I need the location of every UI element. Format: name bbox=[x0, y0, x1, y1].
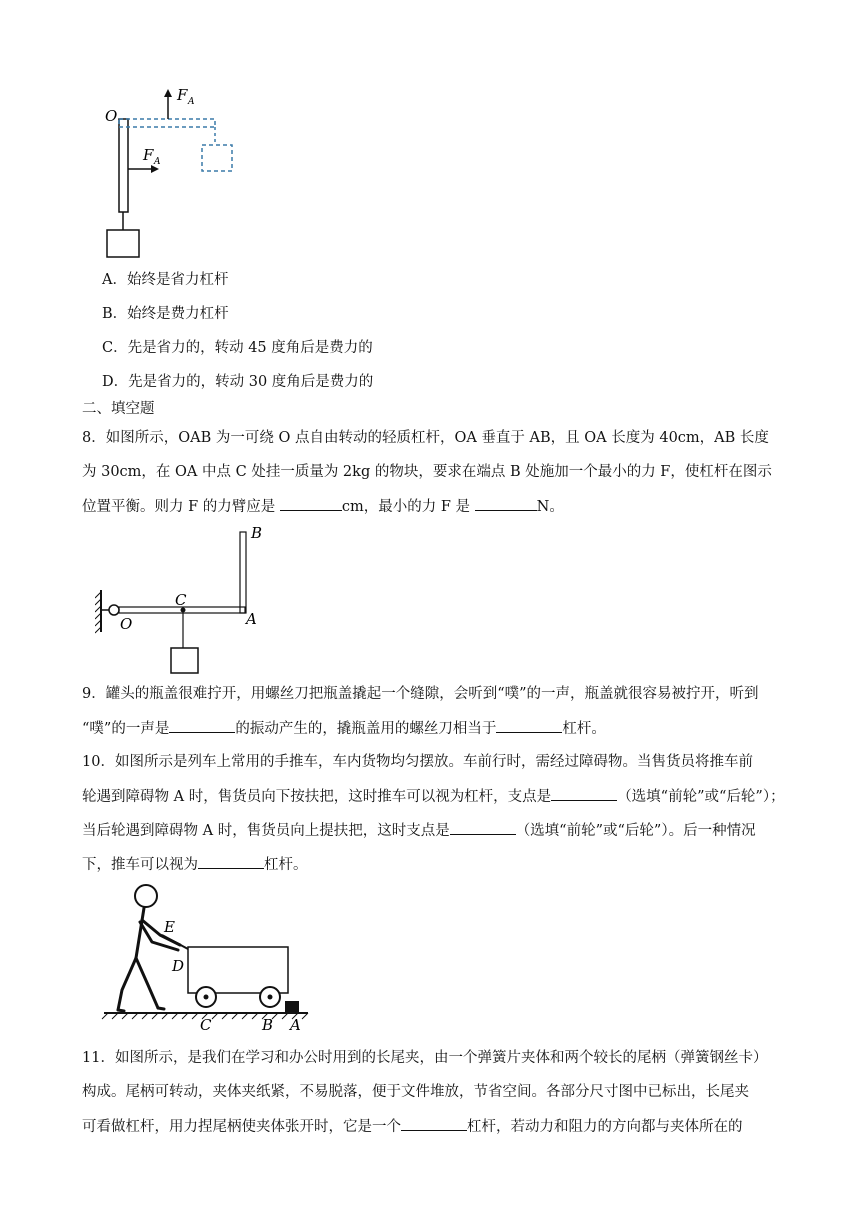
section-title: 二、填空题 bbox=[82, 401, 155, 417]
q9-line-2 bbox=[82, 718, 606, 739]
rod-AB bbox=[240, 532, 246, 613]
rotated-rod-dashed bbox=[119, 119, 215, 127]
vertical-rod bbox=[119, 119, 128, 212]
point-O-label: O bbox=[105, 107, 118, 125]
rear-wheel-hub bbox=[204, 995, 209, 1000]
hanging-block-2 bbox=[171, 648, 198, 673]
q9-text-a: “噗”的一声是 bbox=[82, 721, 170, 737]
q10-blank-fulcrum-2[interactable] bbox=[450, 820, 516, 835]
q10-blank-fulcrum-1[interactable] bbox=[551, 786, 617, 801]
q11-text-a: 可看做杠杆，用力捏尾柄使夹体张开时，它是一个 bbox=[82, 1119, 401, 1135]
q10-blank-lever-type[interactable] bbox=[198, 854, 264, 869]
q9-blank-lever[interactable] bbox=[496, 718, 562, 733]
force-arrowhead-up bbox=[164, 89, 172, 97]
salesperson bbox=[118, 885, 180, 1011]
q8-text-a: 位置平衡。则力 F 的力臂应是 bbox=[82, 499, 280, 515]
q9-text-b: 的振动产生的，撬瓶盖用的螺丝刀相当于 bbox=[235, 721, 497, 737]
label-C-cart: C bbox=[200, 1016, 212, 1032]
cart-figure-svg bbox=[100, 880, 315, 1032]
cart-figure bbox=[100, 880, 315, 1032]
label-B: B bbox=[251, 524, 263, 542]
q11-line-2: 构成。尾柄可转动，夹体夹纸紧，不易脱落，便于文件堆放，节省空间。各部分尺寸图中已标出，长尾夹 bbox=[82, 1084, 749, 1100]
label-E: E bbox=[164, 918, 175, 936]
q7-option-b: B．始终是费力杠杆 bbox=[102, 306, 229, 322]
cart-body bbox=[188, 947, 288, 993]
label-D: D bbox=[172, 957, 185, 975]
q8-line-2: 为 30cm，在 OA 中点 C 处挂一质量为 2kg 的物块，要求在端点 B 处施加一个最小的力 F，使杠杆在图示 bbox=[82, 464, 772, 480]
lever-figure-1-svg bbox=[95, 82, 245, 262]
q10-text-3b: （选填“前轮”或“后轮”）。后一种情况 bbox=[515, 823, 756, 839]
q7-option-c: C．先是省力的，转动 45 度角后是费力的 bbox=[102, 340, 373, 356]
lever-figure-1 bbox=[95, 82, 245, 262]
q7-option-d: D．先是省力的，转动 30 度角后是费力的 bbox=[102, 374, 374, 390]
force-label-top-sub: A bbox=[188, 97, 195, 107]
force-label-top: F bbox=[177, 86, 188, 104]
force-label-side: F bbox=[143, 146, 154, 164]
q8-line-3 bbox=[82, 496, 564, 517]
label-O: O bbox=[120, 615, 133, 633]
hanging-block bbox=[107, 230, 139, 257]
q8-text-b: cm，最小的力 F 是 bbox=[341, 499, 475, 515]
q10-text-4a: 下，推车可以视为 bbox=[82, 857, 198, 873]
q11-line-3 bbox=[82, 1116, 743, 1137]
q10-text-3a: 当后轮遇到障碍物 A 时，售货员向上提扶把，这时支点是 bbox=[82, 823, 450, 839]
q10-text-4b: 杠杆。 bbox=[264, 857, 308, 873]
q8-blank-force[interactable] bbox=[475, 496, 537, 511]
force-label-side-sub: A bbox=[154, 157, 161, 167]
q11-text-b: 杠杆，若动力和阻力的方向都与夹体所在的 bbox=[467, 1119, 743, 1135]
q10-line-1: 10．如图所示是列车上常用的手推车，车内货物均匀摆放。车前行时，需经过障碍物。当售货员将推车前 bbox=[82, 754, 753, 770]
q8-line-1: 8．如图所示，OAB 为一可绕 O 点自由转动的轻质杠杆，OA 垂直于 AB，且 OA 长度为 40cm，AB 长度 bbox=[82, 430, 769, 446]
q9-blank-source[interactable] bbox=[169, 718, 235, 733]
q10-line-4 bbox=[82, 854, 308, 875]
q11-blank-lever-type[interactable] bbox=[401, 1116, 467, 1131]
label-A: A bbox=[246, 610, 257, 628]
q10-text-2a: 轮遇到障碍物 A 时，售货员向下按扶把，这时推车可以视为杠杆，支点是 bbox=[82, 789, 552, 805]
obstacle-A bbox=[285, 1001, 299, 1013]
lever-figure-2 bbox=[95, 522, 275, 677]
q10-line-3 bbox=[82, 820, 756, 841]
lever-figure-2-svg bbox=[95, 522, 275, 677]
q9-text-c: 杠杆。 bbox=[562, 721, 606, 737]
rotated-block-dashed bbox=[202, 145, 232, 171]
front-wheel-hub bbox=[268, 995, 273, 1000]
q10-text-2b: （选填“前轮”或“后轮”）； bbox=[617, 789, 785, 805]
q10-line-2 bbox=[82, 786, 785, 807]
label-B-cart: B bbox=[262, 1016, 274, 1032]
pivot-O bbox=[109, 605, 119, 615]
q11-line-1: 11．如图所示，是我们在学习和办公时用到的长尾夹，由一个弹簧片夹体和两个较长的尾柄（弹簧钢丝卡） bbox=[82, 1050, 768, 1066]
q8-blank-arm[interactable] bbox=[280, 496, 342, 511]
q8-text-c: N。 bbox=[536, 499, 564, 515]
label-A-cart: A bbox=[290, 1016, 301, 1032]
q9-line-1: 9．罐头的瓶盖很难拧开，用螺丝刀把瓶盖撬起一个缝隙，会听到“噗”的一声，瓶盖就很容易被拧开，听到 bbox=[82, 686, 759, 702]
q7-option-a: A．始终是省力杠杆 bbox=[102, 272, 229, 288]
label-C: C bbox=[175, 591, 187, 609]
